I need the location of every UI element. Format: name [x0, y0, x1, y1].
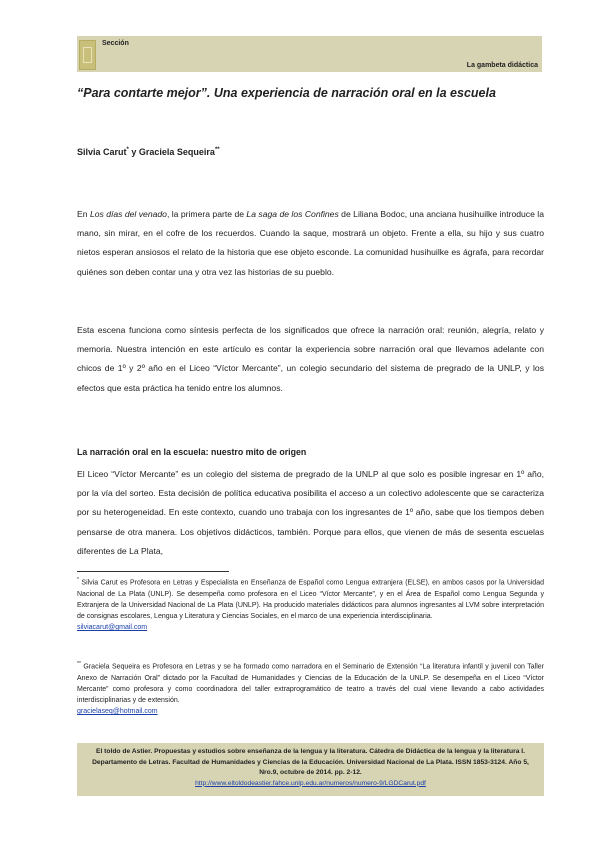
footnote-1-text: Silvia Carut es Profesora en Letras y Especialista en Enseñanza de Español como Lengua extranjera (ELSE), en ambos casos por la Universidad Nacional de La Plata (UNLP). Se desempeña como profesora en el Liceo “Víctor Mercante”, y en el Área de Español como Lengua Segunda y Extranjera de la Universidad Nacional de La Plata (UNLP). Ha producido materiales didácticos para alumnos ingresantes al LVM sobre interpretación de consignas escolares, Lengua y Literatura y Ciencias Sociales, en el marco de una experiencia interdisciplinaria. — [77, 579, 544, 620]
footnote-2 — [77, 659, 544, 717]
citation-footer — [77, 743, 544, 796]
section-label: Sección — [102, 40, 129, 47]
paragraph-2 — [77, 321, 544, 398]
author-1: Silvia Carut — [77, 147, 127, 157]
footnote-1 — [77, 575, 544, 633]
paragraph-1-text: En — [77, 209, 90, 219]
footnote-2-email-link[interactable]: gracielaseq@hotmail.com — [77, 708, 158, 716]
citation-text: El toldo de Astier. Propuestas y estudios sobre enseñanza de la lengua y la literatura. Cátedra de Didáctica de la lengua y la literatura I. Departamento de Letras. Facultad de Humanidades y Ciencias de la Educación. Universidad Nacional de La Plata. ISSN 1853-3124. Año 5, Nro.9, octubre de 2014. pp. 2-12. — [92, 748, 529, 776]
paragraph-1-text: de Liliana Bodoc, una anciana husihuilke introduce la mano, sin mirar, en el cofre de los recuerdos. Cuando la saque, mostrará un objeto. Frente a ella, su hijo y sus cuatro nietos esperan ansiosos el relato de la historia que ese objeto esconde. La comunidad husihuilke es ágrafa, para recordar quiénes son deben contar una y otra vez las historias de su pueblo. — [77, 209, 544, 277]
book-title-la-saga-de-los-confines: La saga de los Confines — [246, 209, 339, 219]
author-1-footnote-mark[interactable]: * — [126, 147, 129, 153]
footnote-2-mark: ** — [77, 661, 81, 667]
footnote-1-mark: * — [77, 577, 79, 583]
paragraph-3-text: El Liceo “Víctor Mercante” es un colegio del sistema de pregrado de la UNLP al que solo es posible ingresar en 1º año, por la vía del sorteo. Esta decisión de política educativa posibilita el acceso a un colectivo adolescente que se caracteriza por su heterogeneidad. En este contexto, cuando uno trabaja con los ingresantes de 1º año, sabe que los tiempos deben pensarse de otra manera. Los objetivos didácticos, también. Porque para ellos, que vienen de más de sesenta escuelas diferentes de La Plata, — [77, 469, 544, 556]
book-title-los-dias-del-venado: Los días del venado — [89, 209, 167, 219]
author-2-footnote-mark[interactable]: ** — [214, 147, 220, 153]
article-title: “Para contarte mejor”. Una experiencia de narración oral en la escuela — [77, 86, 496, 100]
paragraph-1 — [77, 205, 544, 282]
footnote-1-email-link[interactable]: silviacarut@gmail.com — [77, 624, 148, 632]
footnote-divider — [77, 571, 229, 572]
footnote-2-text: Graciela Sequeira es Profesora en Letras y se ha formado como narradora en el Seminario de Extensión “La literatura infantil y juvenil con Taller Anexo de Narración Oral” dictado por la Facultad de Humanidades y Ciencias de la Educación de la UNLP. Se desempeña en el Liceo “Víctor Mercante” como profesora y como coordinadora del taller extraprogramático de teatro a través del cual viene llevando a cabo actividades interdisciplinarias y de extensión. — [77, 663, 544, 704]
journal-logo-icon — [79, 40, 96, 70]
paragraph-1-text: , la primera parte de — [166, 209, 247, 219]
authors-joiner: y — [128, 147, 139, 157]
citation-url-link[interactable]: http://www.eltoldodeastier.fahce.unlp.edu.ar/numeros/numero-9/LGDCarut.pdf — [195, 779, 426, 787]
section-name: La gambeta didáctica — [466, 62, 538, 69]
author-2: Graciela Sequeira — [138, 147, 215, 157]
paragraph-3 — [77, 465, 544, 561]
section-heading: La narración oral en la escuela: nuestro mito de origen — [77, 447, 307, 457]
paragraph-2-text: Esta escena funciona como síntesis perfecta de los significados que ofrece la narración oral: reunión, alegría, relato y memoria. Nuestra intención en este artículo es contar la experiencia sobre narración oral que llevamos adelante con chicos de 1º y 2º año en el Liceo “Víctor Mercante”, un colegio secundario del sistema de pregrado de la UNLP, y los efectos que esta práctica ha tenido entre los alumnos. — [77, 325, 544, 393]
authors-line — [77, 147, 220, 157]
